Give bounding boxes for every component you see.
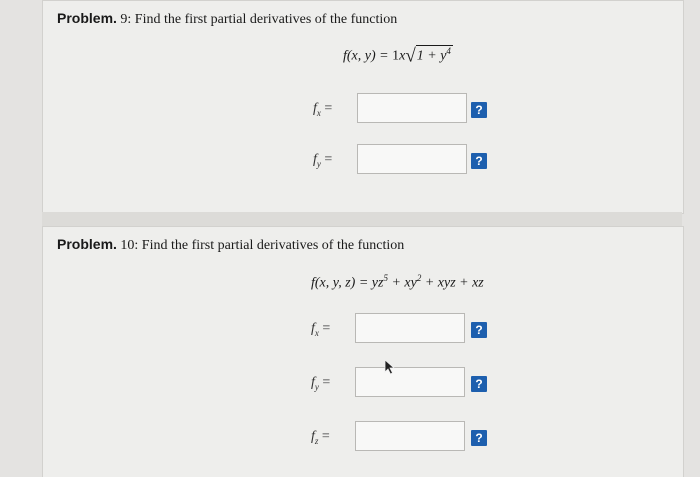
help-button[interactable]: ? (471, 153, 487, 169)
answer-label: $f_x$ = (313, 101, 333, 118)
problem-10-formula (311, 273, 484, 292)
radicand-exponent: 4 (446, 46, 451, 56)
formula-lhs: f(x, y, z) = yz (311, 275, 384, 291)
mouse-cursor-icon (384, 359, 396, 375)
formula-variable: x (399, 48, 406, 64)
answer-row-fx (313, 93, 503, 125)
panel-separator (42, 212, 682, 226)
problem-text: : Find the first partial derivatives of the function (134, 238, 405, 253)
answer-row-fz (311, 421, 501, 453)
formula-term: + xyz + xz (421, 275, 484, 291)
problem-label: Problem. (57, 236, 117, 252)
formula-term: + xy (387, 275, 417, 291)
answer-label: $f_z$ = (311, 429, 330, 446)
fx-answer-input[interactable] (357, 93, 467, 123)
answer-row-fy (311, 367, 501, 399)
problem-10-panel (42, 226, 684, 477)
problem-label: Problem. (57, 10, 117, 26)
square-root (405, 45, 453, 68)
answer-row-fx (311, 313, 501, 345)
problem-9-panel (42, 0, 684, 214)
problem-9-heading (57, 10, 397, 28)
problem-text: : Find the first partial derivatives of the function (127, 12, 398, 27)
formula-lhs: f(x, y) = (343, 48, 393, 64)
formula-exponent: 5 (383, 273, 388, 283)
fy-answer-input[interactable] (357, 144, 467, 174)
help-button[interactable]: ? (471, 102, 487, 118)
formula-exponent: 2 (416, 273, 422, 283)
answer-label: $f_y$ = (313, 152, 333, 169)
help-button[interactable]: ? (471, 322, 487, 338)
answer-label: $f_y$ = (311, 375, 331, 392)
radical-sign-icon: √ (405, 45, 416, 67)
radicand: 1 + y (416, 48, 447, 64)
problem-number: 9 (120, 12, 128, 27)
problem-number: 10 (120, 238, 135, 253)
help-button[interactable]: ? (471, 430, 487, 446)
formula-coefficient: 1 (392, 48, 400, 64)
fz-answer-input[interactable] (355, 421, 465, 451)
help-button[interactable]: ? (471, 376, 487, 392)
problem-10-heading (57, 236, 404, 254)
answer-row-fy (313, 144, 503, 176)
fx-answer-input[interactable] (355, 313, 465, 343)
problem-9-formula (343, 45, 453, 68)
fy-answer-input[interactable] (355, 367, 465, 397)
answer-label: $f_x$ = (311, 321, 331, 338)
